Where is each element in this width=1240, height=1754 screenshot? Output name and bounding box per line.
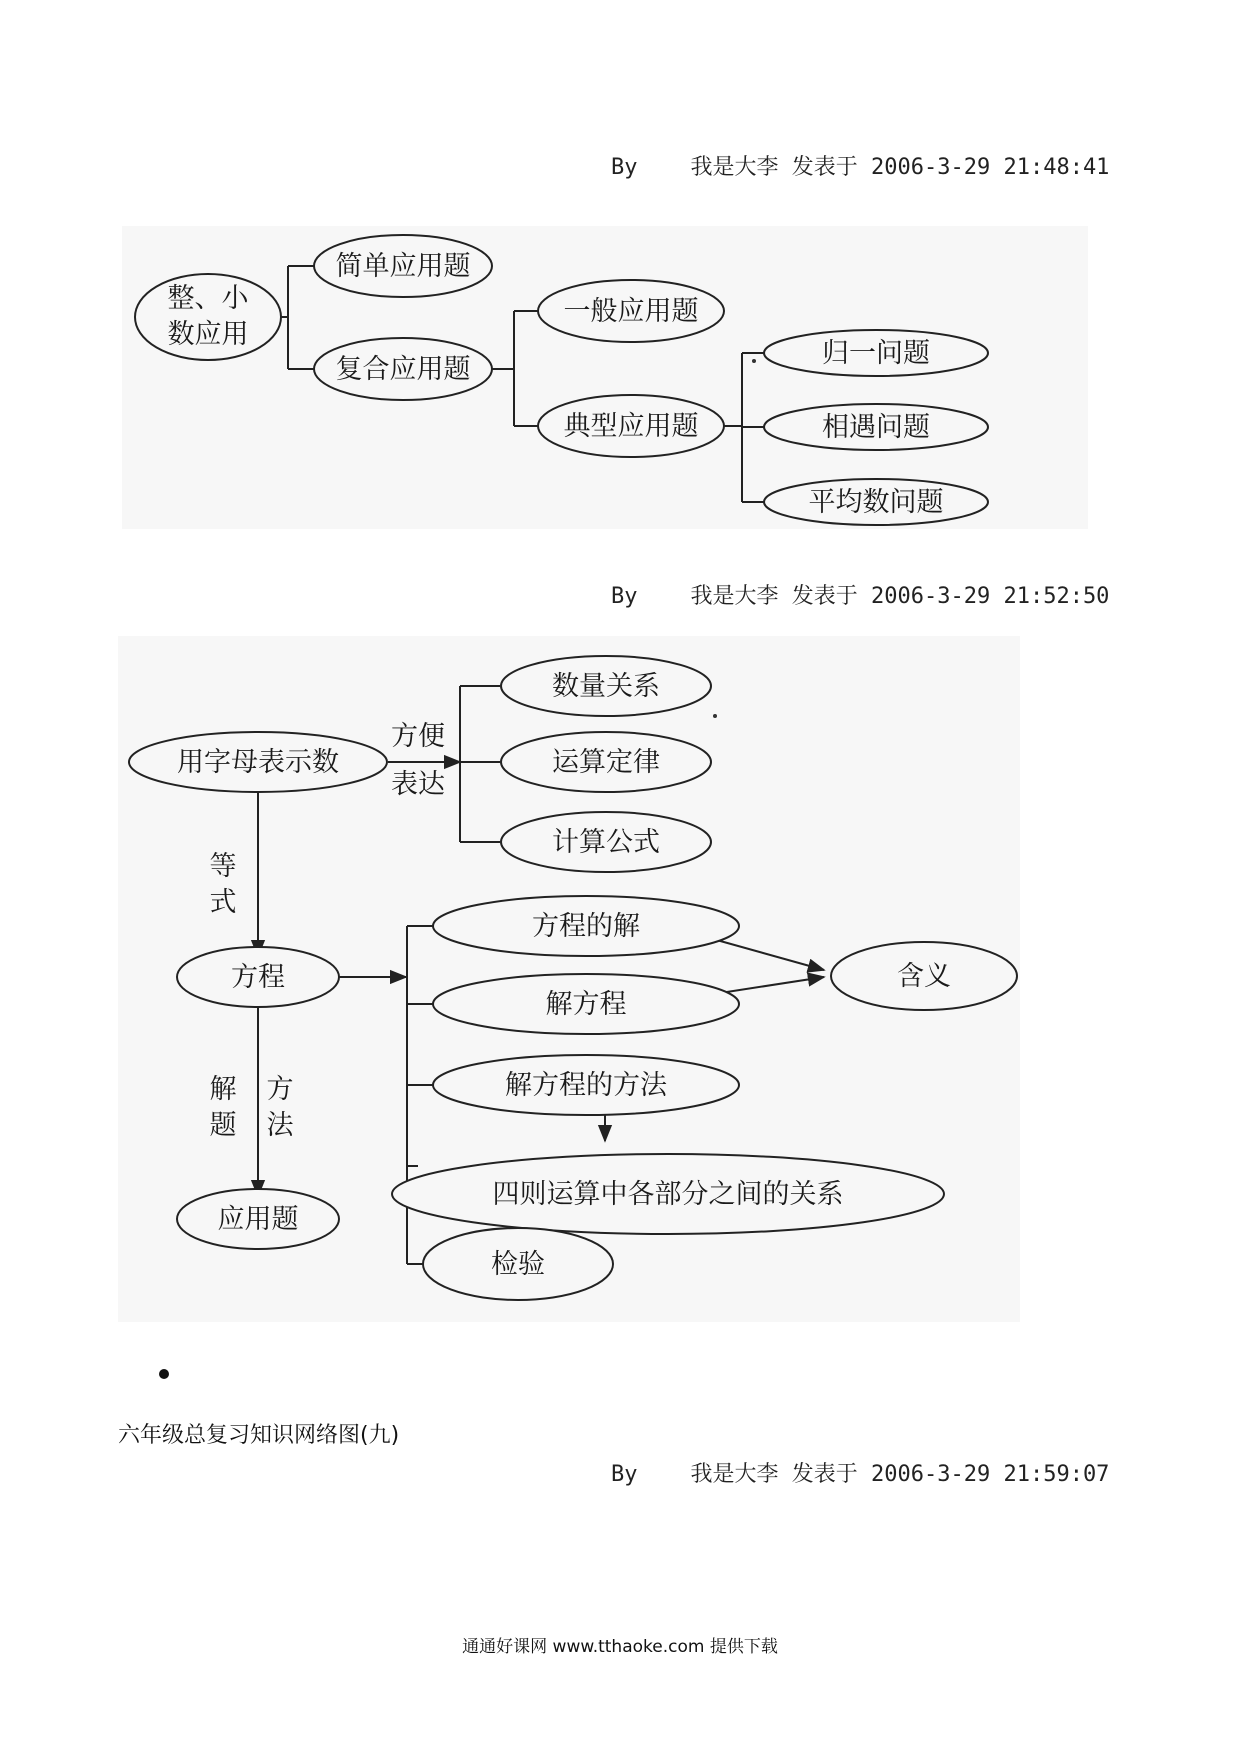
equation-edge-label-1: 等 <box>209 851 237 882</box>
post-byline <box>611 150 1109 181</box>
solution-label: 方程的解 <box>532 911 640 942</box>
meaning-label: 含义 <box>897 961 951 992</box>
post-datetime: 2006-3-29 21:59:07 <box>871 1462 1110 1487</box>
speck <box>752 359 756 363</box>
word-problems-label: 应用题 <box>217 1204 299 1235</box>
posted-label: 发表于 <box>791 155 858 180</box>
post-datetime: 2006-3-29 21:52:50 <box>871 584 1110 609</box>
relations-label: 四则运算中各部分之间的关系 <box>492 1179 844 1210</box>
equation-label: 方程 <box>231 962 285 993</box>
method-edge-label-2: 法 <box>266 1110 294 1141</box>
simple-label: 简单应用题 <box>335 251 471 282</box>
posted-label: 发表于 <box>791 1462 858 1487</box>
solving-label: 解方程 <box>545 989 627 1020</box>
solving-method-label: 解方程的方法 <box>505 1070 667 1101</box>
figure-equations <box>118 636 1020 1322</box>
page-footer: 通通好课网 www.tthaoke.com 提供下载 <box>462 1637 778 1657</box>
typical-label: 典型应用题 <box>563 411 699 442</box>
speck <box>713 714 717 718</box>
root-label-line2: 数应用 <box>167 319 249 350</box>
equation-edge-label-2: 式 <box>209 887 237 918</box>
meeting-label: 相遇问题 <box>822 412 930 443</box>
quantity-label: 数量关系 <box>552 671 660 702</box>
formulas-label: 计算公式 <box>552 827 660 858</box>
general-label: 一般应用题 <box>563 296 699 327</box>
by-label: By <box>611 584 638 609</box>
check-label: 检验 <box>491 1249 545 1280</box>
figure-application-problems <box>122 226 1088 529</box>
unit-label: 归一问题 <box>822 338 930 369</box>
author-name[interactable]: 我是大李 <box>690 584 779 609</box>
post-byline <box>611 579 1109 610</box>
post-datetime: 2006-3-29 21:48:41 <box>871 155 1110 180</box>
root-label-line1: 整、小 <box>167 283 249 314</box>
page-title: 六年级总复习知识网络图(九) <box>118 1423 400 1448</box>
diagram-equations <box>118 636 1020 1322</box>
convenient-label-line2: 表达 <box>391 769 445 800</box>
letters-label: 用字母表示数 <box>177 747 339 778</box>
author-name[interactable]: 我是大李 <box>690 155 779 180</box>
list-bullet <box>159 1369 169 1379</box>
solve-edge-label-1: 解 <box>209 1074 237 1105</box>
diagram-application-problems <box>122 226 1088 529</box>
solve-edge-label-2: 题 <box>209 1110 237 1141</box>
average-label: 平均数问题 <box>808 487 944 518</box>
laws-label: 运算定律 <box>552 747 660 778</box>
posted-label: 发表于 <box>791 584 858 609</box>
post-byline <box>611 1457 1109 1488</box>
method-edge-label-1: 方 <box>266 1074 294 1105</box>
convenient-label-line1: 方便 <box>391 721 445 752</box>
by-label: By <box>611 1462 638 1487</box>
compound-label: 复合应用题 <box>335 354 471 385</box>
by-label: By <box>611 155 638 180</box>
author-name[interactable]: 我是大李 <box>690 1462 779 1487</box>
